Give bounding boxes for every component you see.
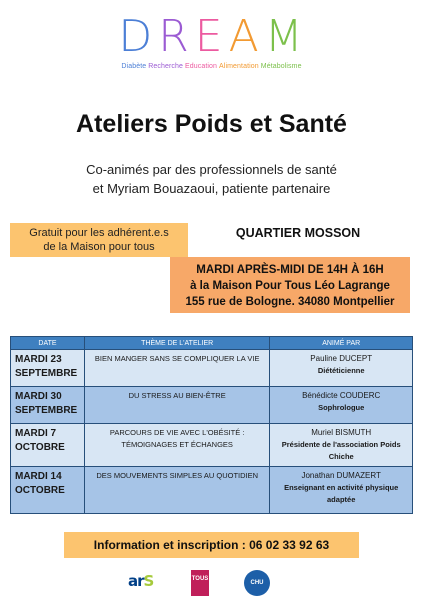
header-date: DATE	[11, 337, 85, 350]
schedule-box	[170, 257, 410, 313]
logo-tagline-word: Métabolisme	[260, 63, 302, 70]
host-name: Jonathan DUMAZERT	[301, 471, 381, 480]
subtitle-line-1: Co-animés par des professionnels de santé	[86, 162, 337, 177]
row-host	[270, 350, 413, 387]
logo-letter: E	[194, 11, 225, 62]
schedule-time: MARDI APRÈS-MIDI DE 14H À 16H	[196, 264, 384, 276]
logo-letter: D	[118, 11, 155, 62]
host-name: Bénédicte COUDERC	[302, 391, 381, 400]
chu-logo-text: CHU	[250, 580, 264, 586]
logo-tagline	[0, 63, 423, 70]
host-role: Enseignant en activité physique adaptée	[284, 483, 399, 504]
info-contact: Information et inscription : 06 02 33 92 63	[64, 532, 359, 558]
logo-tagline-word: Diabète	[121, 63, 147, 70]
table-row	[11, 387, 413, 424]
logo-wordmark	[118, 12, 304, 62]
row-host	[270, 467, 413, 514]
logo-letter: R	[158, 11, 191, 62]
row-theme: BIEN MANGER SANS SE COMPLIQUER LA VIE	[84, 350, 269, 387]
page-title: Ateliers Poids et Santé	[76, 110, 347, 138]
row-theme: DES MOUVEMENTS SIMPLES AU QUOTIDIEN	[84, 467, 269, 514]
ars-logo-text: ar	[128, 572, 144, 590]
row-date: MARDI 7 OCTOBRE	[11, 424, 85, 467]
tous-logo-text: TOUS	[191, 576, 209, 582]
schedule-address: 155 rue de Bologne. 34080 Montpellier	[185, 296, 395, 308]
subtitle-line-2: et Myriam Bouazaoui, patiente partenaire	[92, 181, 331, 196]
host-name: Pauline DUCEPT	[310, 354, 373, 363]
table-header-row	[11, 337, 413, 350]
row-theme: PARCOURS DE VIE AVEC L'OBÉSITÉ : TÉMOIGNAGES ET ÉCHANGES	[84, 424, 269, 467]
ars-logo	[128, 570, 160, 592]
header-theme: THÈME DE L'ATELIER	[84, 337, 269, 350]
dream-logo	[0, 12, 423, 70]
chu-logo	[244, 570, 270, 596]
logo-tagline-word: Education	[185, 63, 218, 70]
host-name: Muriel BISMUTH	[311, 428, 372, 437]
free-note-line-2: de la Maison pour tous	[43, 241, 155, 253]
logo-tagline-word: Recherche	[148, 63, 183, 70]
logo-letter: M	[264, 11, 305, 62]
table-row	[11, 467, 413, 514]
ars-logo-s: S	[143, 572, 154, 590]
host-role: Diététicienne	[317, 366, 365, 375]
host-role: Présidente de l'association Poids Chiche	[281, 440, 401, 461]
row-date: MARDI 30 SEPTEMBRE	[11, 387, 85, 424]
row-date: MARDI 14 OCTOBRE	[11, 467, 85, 514]
logo-tagline-word: Alimentation	[219, 63, 259, 70]
table-row	[11, 350, 413, 387]
workshop-table	[10, 336, 413, 514]
free-note-box	[10, 223, 188, 257]
row-host	[270, 387, 413, 424]
logo-letter: A	[228, 11, 261, 62]
maison-pour-tous-logo	[191, 570, 209, 596]
host-role: Sophrologue	[318, 403, 365, 412]
subtitle	[0, 160, 423, 198]
schedule-venue: à la Maison Pour Tous Léo Lagrange	[190, 280, 390, 292]
free-note-line-1: Gratuit pour les adhérent.e.s	[29, 227, 169, 239]
row-date: MARDI 23 SEPTEMBRE	[11, 350, 85, 387]
table-row	[11, 424, 413, 467]
district-label: QUARTIER MOSSON	[235, 226, 361, 240]
row-host	[270, 424, 413, 467]
header-host: ANIMÉ PAR	[270, 337, 413, 350]
row-theme: DU STRESS AU BIEN-ÊTRE	[84, 387, 269, 424]
